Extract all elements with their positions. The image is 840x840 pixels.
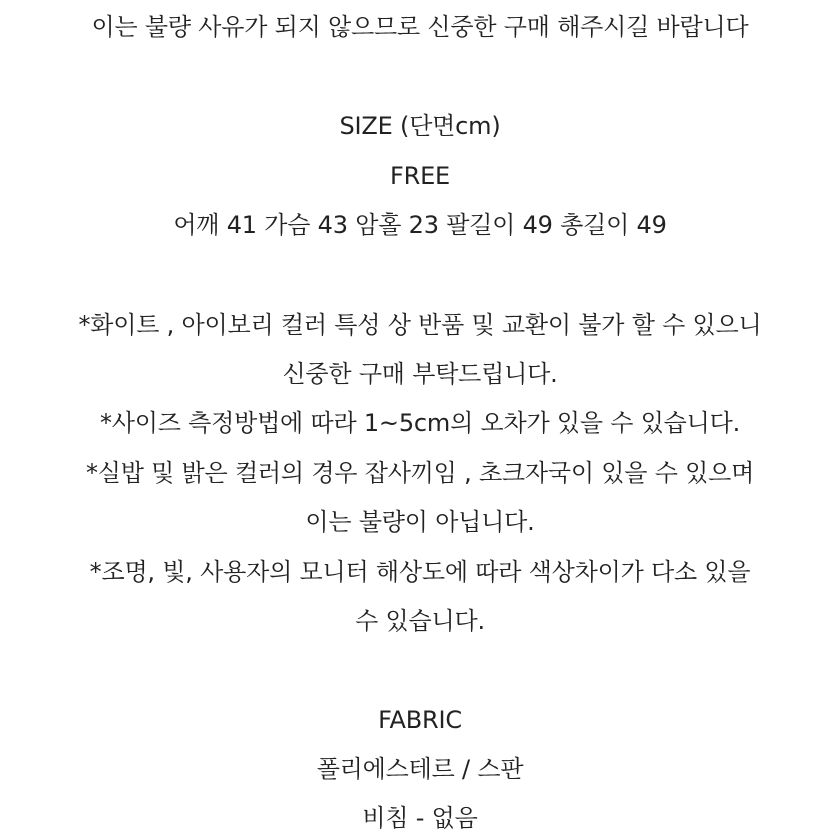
size-heading: SIZE (단면cm) [339,112,501,140]
note-line-6: *조명, 빛, 사용자의 모니터 해상도에 따라 색상차이가 다소 있을 [89,558,751,586]
fabric-material: 폴리에스테르 / 스판 [316,755,524,783]
note-line-7: 수 있습니다. [355,607,485,635]
note-line-4: *실밥 및 밝은 컬러의 경우 잡사끼임 , 초크자국이 있을 수 있으며 [85,459,755,487]
fabric-heading: FABRIC [378,706,462,734]
note-line-3: *사이즈 측정방법에 따라 1~5cm의 오차가 있을 수 있습니다. [99,409,741,437]
note-line-2: 신중한 구매 부탁드립니다. [282,360,558,388]
size-measurements: 어깨 41 가슴 43 암홀 23 팔길이 49 총길이 49 [173,211,667,239]
note-line-1: *화이트 , 아이보리 컬러 특성 상 반품 및 교환이 불가 할 수 있으니 [78,311,762,339]
size-option: FREE [389,162,450,190]
note-line-5: 이는 불량이 아닙니다. [305,508,535,536]
fabric-see-through: 비침 - 없음 [362,804,478,832]
notice-top-line: 이는 불량 사유가 되지 않으므로 신중한 구매 해주시길 바랍니다 [91,13,749,41]
